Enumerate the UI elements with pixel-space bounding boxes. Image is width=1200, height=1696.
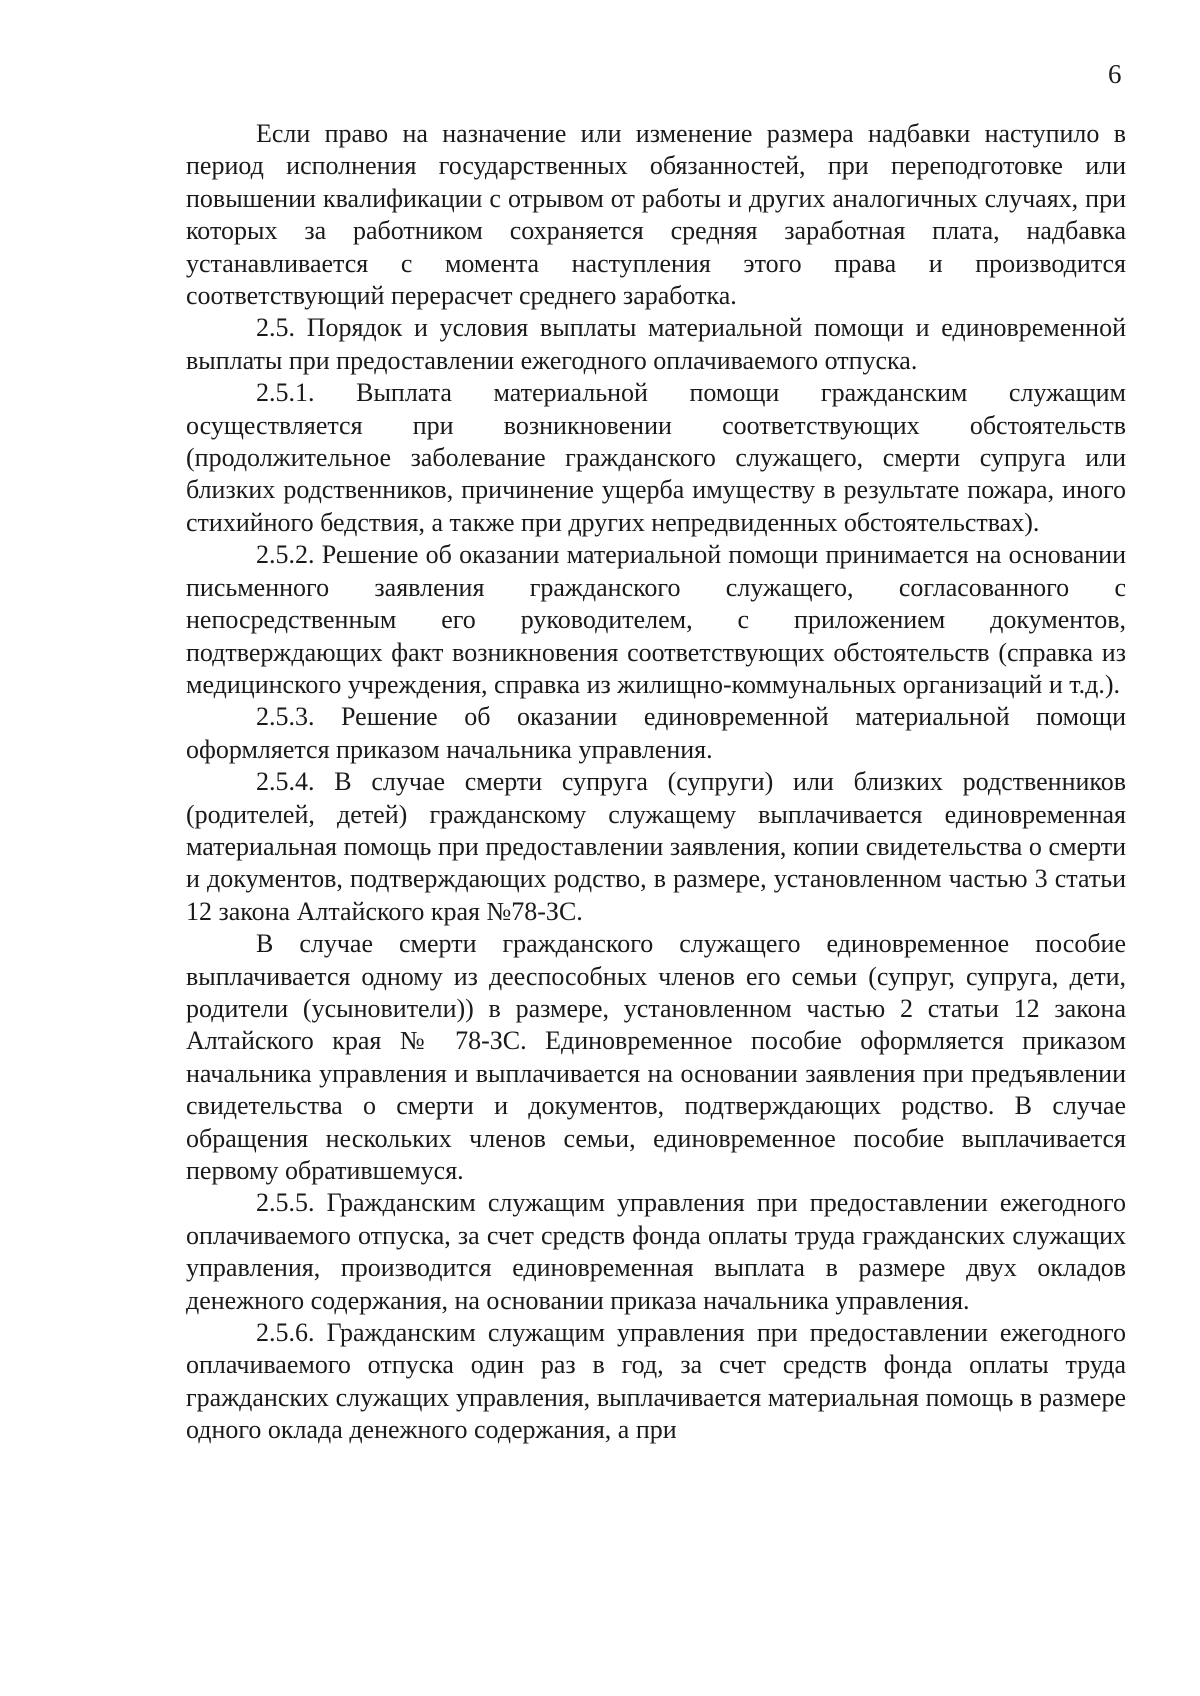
paragraph-2-5-3: 2.5.3. Решение об оказании единовременной материальной помощи оформляется приказом начальника управления. (186, 702, 1126, 764)
paragraph-2-5-5: 2.5.5. Гражданским служащим управления при предоставлении ежегодного оплачиваемого отпуска, за счет средств фонда оплаты труда гражданских служащих управления, производится единовременная выплата в размере двух окладов денежного содержания, на основании приказа начальника управления. (186, 1188, 1126, 1315)
paragraph-2-5-1: 2.5.1. Выплата материальной помощи гражданским служащим осуществляется при возникновении соответствующих обстоятельств (продолжительное заболевание гражданского служащего, смерти супруга или близких родственников, причинение ущерба имуществу в результате пожара, иного стихийного бедствия, а также при других непредвиденных обстоятельствах). (186, 378, 1126, 537)
document-body (186, 118, 1126, 1447)
paragraph-2-5-6: 2.5.6. Гражданским служащим управления при предоставлении ежегодного оплачиваемого отпуска один раз в год, за счет средств фонда оплаты труда гражданских служащих управления, выплачивается материальная помощь в размере одного оклада денежного содержания, а при (186, 1318, 1126, 1445)
paragraph-2-5: 2.5. Порядок и условия выплаты материальной помощи и единовременной выплаты при предоставлении ежегодного оплачиваемого отпуска. (186, 313, 1126, 375)
paragraph-2-5-2: 2.5.2. Решение об оказании материальной помощи принимается на основании письменного заявления гражданского служащего, согласованного с непосредственным его руководителем, с приложением документов, подтверждающих факт возникновения соответствующих обстоятельств (справка из медицинского учреждения, справка из жилищно-коммунальных организаций и т.д.). (186, 540, 1126, 699)
paragraph-allowance-recalculation: Если право на назначение или изменение размера надбавки наступило в период исполнения государственных обязанностей, при переподготовке или повышении квалификации с отрывом от работы и других аналогичных случаях, при которых за работником сохраняется средняя заработная плата, надбавка устанавливается с момента наступления этого права и производится соответствующий перерасчет среднего заработка. (186, 119, 1126, 311)
paragraph-death-benefit: В случае смерти гражданского служащего единовременное пособие выплачивается одному из дееспособных членов его семьи (супруг, супруга, дети, родители (усыновители)) в размере, установленном частью 2 статьи 12 закона Алтайского края № 78-ЗС. Единовременное пособие оформляется приказом начальника управления и выплачивается на основании заявления при предъявлении свидетельства о смерти и документов, подтверждающих родство. В случае обращения нескольких членов семьи, единовременное пособие выплачивается первому обратившемуся. (186, 929, 1126, 1185)
page-number: 6 (1108, 59, 1122, 89)
paragraph-2-5-4: 2.5.4. В случае смерти супруга (супруги) или близких родственников (родителей, детей) гражданскому служащему выплачивается единовременная материальная помощь при предоставлении заявления, копии свидетельства о смерти и документов, подтверждающих родство, в размере, установленном частью 3 статьи 12 закона Алтайского края №78-ЗС. (186, 767, 1126, 926)
